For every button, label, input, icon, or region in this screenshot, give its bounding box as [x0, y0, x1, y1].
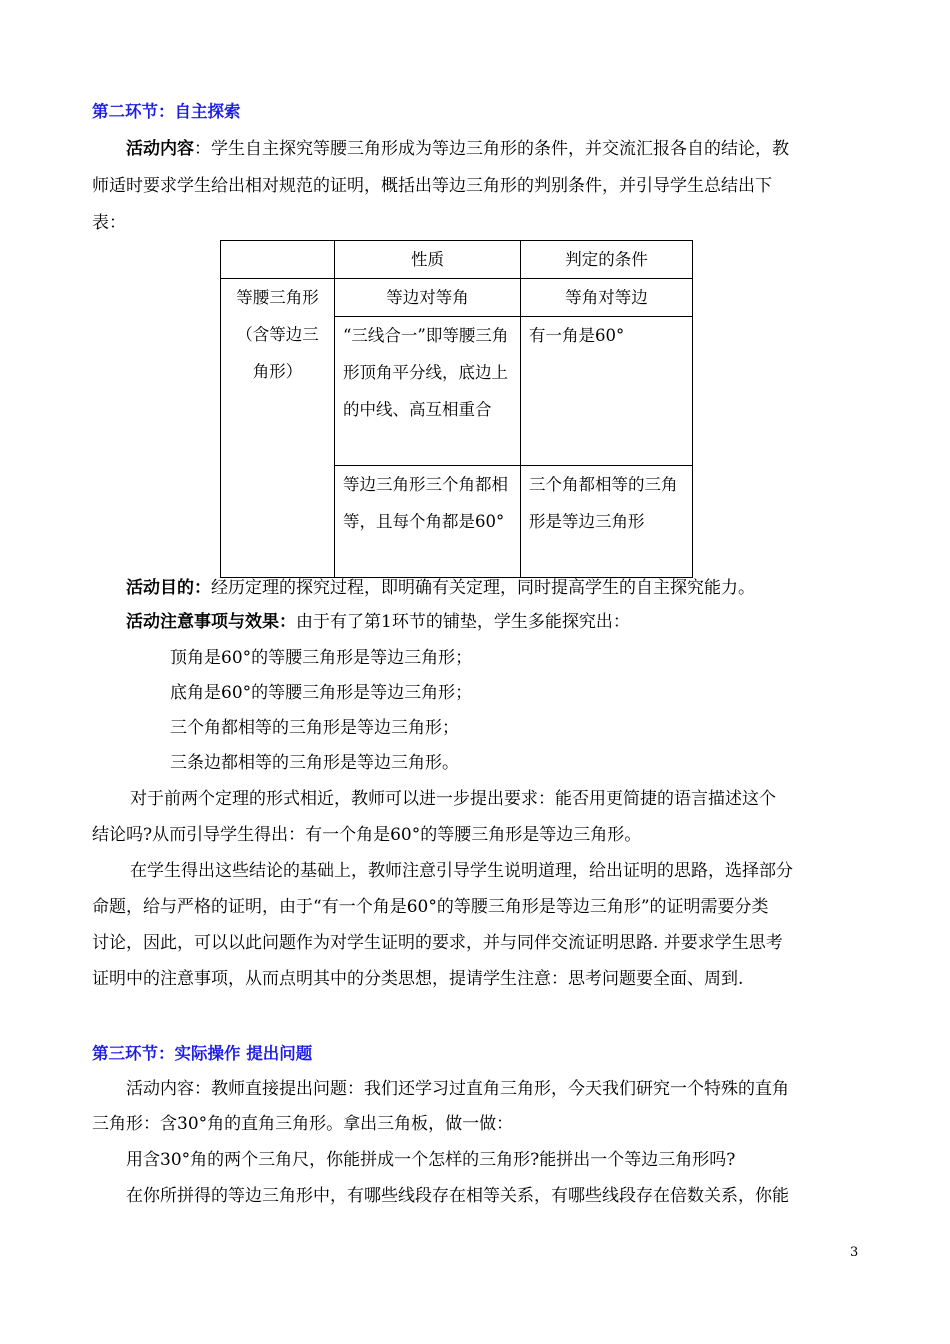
activity-notes [126, 607, 630, 632]
table-header-conditions: 判定的条件 [521, 241, 693, 279]
section3-content-line1: 活动内容：教师直接提出问题：我们还学习过直角三角形，今天我们研究一个特殊的直角 [126, 1079, 789, 1099]
table-row-label: 等腰三角形（含等边三角形） [221, 279, 335, 578]
table-cell: 等边对等角 [335, 279, 521, 317]
table-cell: 有一角是60° [521, 317, 693, 466]
table-cell: 等边三角形三个角都相等，且每个角都是60° [335, 466, 521, 578]
paragraph1-line1: 对于前两个定理的形式相近，教师可以进一步提出要求：能否用更简捷的语言描述这个 [130, 789, 776, 809]
activity-content-line3: 表： [92, 213, 126, 233]
activity-goal [126, 573, 755, 598]
notes-text: 由于有了第1环节的铺垫，学生多能探究出： [296, 612, 630, 632]
finding-item: 三条边都相等的三角形是等边三角形。 [170, 753, 459, 773]
activity-text-1: ：学生自主探究等腰三角形成为等边三角形的条件，并交流汇报各自的结论，教 [194, 139, 789, 159]
section3-question2: 在你所拼得的等边三角形中，有哪些线段存在相等关系，有哪些线段存在倍数关系，你能 [126, 1186, 789, 1206]
section3-heading: 第三环节：实际操作 提出问题 [92, 1044, 313, 1063]
paragraph2-line1: 在学生得出这些结论的基础上，教师注意引导学生说明道理，给出证明的思路，选择部分 [130, 861, 793, 881]
finding-item: 顶角是60°的等腰三角形是等边三角形； [170, 648, 473, 668]
table-header-empty [221, 241, 335, 279]
table-row [221, 279, 693, 317]
activity-label: 活动内容 [126, 139, 194, 159]
activity-content-line2: 师适时要求学生给出相对规范的证明，概括出等边三角形的判别条件，并引导学生总结出下 [92, 176, 772, 196]
paragraph2-line3: 讨论，因此，可以以此问题作为对学生证明的要求，并与同伴交流证明思路. 并要求学生思考 [92, 933, 783, 953]
table-cell: 三个角都相等的三角形是等边三角形 [521, 466, 693, 578]
goal-text: 经历定理的探究过程，即明确有关定理，同时提高学生的自主探究能力。 [211, 578, 755, 598]
section3-content-line2: 三角形：含30°角的直角三角形。拿出三角板，做一做： [92, 1114, 514, 1134]
goal-label: 活动目的： [126, 578, 211, 598]
section3-question1: 用含30°角的两个三角尺，你能拼成一个怎样的三角形?能拼出一个等边三角形吗? [126, 1150, 736, 1170]
finding-item: 三个角都相等的三角形是等边三角形； [170, 718, 459, 738]
paragraph2-line4: 证明中的注意事项，从而点明其中的分类思想，提请学生注意：思考问题要全面、周到. [92, 969, 744, 989]
activity-content-line1 [126, 134, 789, 159]
section2-heading: 第二环节：自主探索 [92, 102, 241, 121]
table-cell: “三线合一”即等腰三角形顶角平分线，底边上的中线、高互相重合 [335, 317, 521, 466]
table-cell: 等角对等边 [521, 279, 693, 317]
finding-item: 底角是60°的等腰三角形是等边三角形； [170, 683, 473, 703]
notes-label: 活动注意事项与效果： [126, 612, 296, 632]
properties-table [220, 240, 693, 578]
table-header-row [221, 241, 693, 279]
paragraph2-line2: 命题，给与严格的证明，由于“有一个角是60°的等腰三角形是等边三角形”的证明需要分类 [92, 897, 769, 917]
page-number: 3 [850, 1245, 859, 1260]
paragraph1-line2: 结论吗?从而引导学生得出：有一个角是60°的等腰三角形是等边三角形。 [92, 825, 642, 845]
table-header-properties: 性质 [335, 241, 521, 279]
